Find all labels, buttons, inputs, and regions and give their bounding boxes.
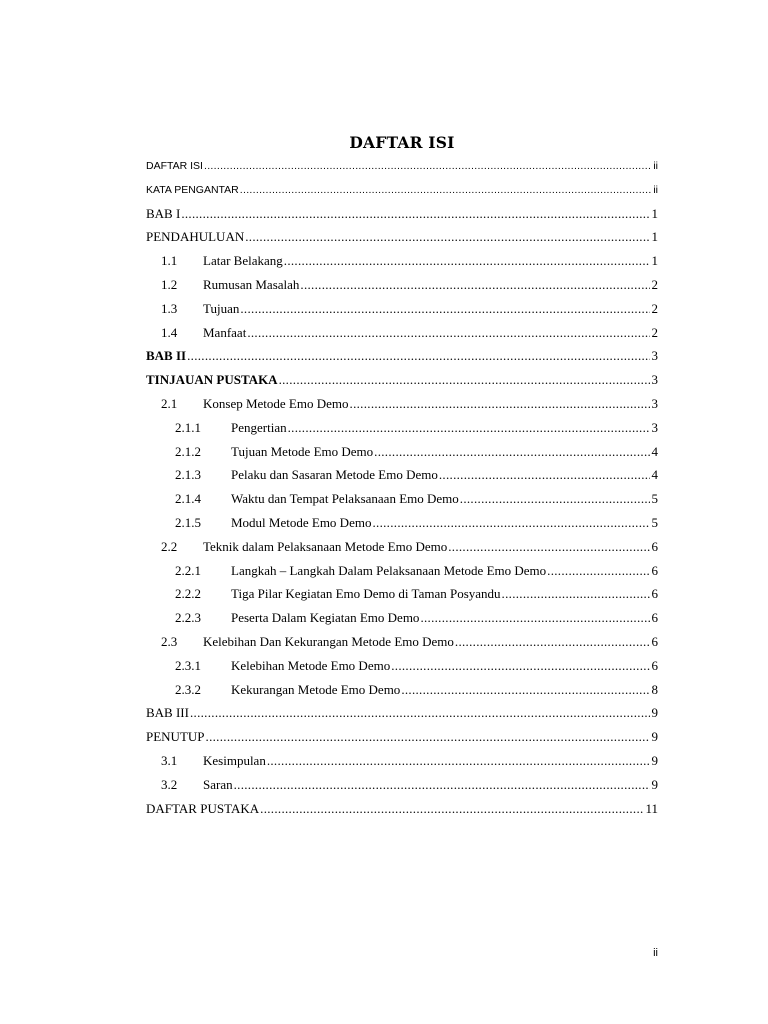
dot-leader — [439, 467, 650, 483]
toc-entry-label: Tujuan Metode Emo Demo — [231, 443, 374, 459]
dot-leader — [455, 634, 650, 650]
dot-leader — [181, 206, 649, 222]
toc-entry-label: Kelebihan Metode Emo Demo — [231, 657, 391, 673]
toc-entry — [146, 604, 658, 626]
toc-entry-page: 5 — [651, 491, 658, 507]
toc-entry-label: Tiga Pilar Kegiatan Emo Demo di Taman Posyandu — [231, 586, 501, 602]
toc-entry-label: DAFTAR PUSTAKA — [146, 800, 260, 816]
dot-leader — [247, 325, 649, 341]
toc-entry — [146, 580, 658, 602]
toc-entry-number: 2.1.3 — [175, 467, 201, 483]
toc-entry-page: 8 — [651, 681, 658, 697]
toc-entry-page: 6 — [651, 610, 658, 626]
dot-leader — [260, 801, 643, 817]
toc-entry-page: 1 — [651, 253, 658, 269]
toc-entry — [146, 628, 658, 650]
dot-leader — [190, 705, 650, 721]
toc-entry-label: BAB III — [146, 705, 189, 721]
toc-entry — [146, 152, 658, 174]
toc-entry-number: 2.2.2 — [175, 586, 201, 602]
toc-entry-page: 6 — [651, 657, 658, 673]
toc-entry-label: KATA PENGANTAR — [146, 183, 239, 196]
toc-entry — [146, 247, 658, 269]
toc-entry — [146, 319, 658, 341]
toc-entry-number: 2.1 — [161, 396, 178, 411]
toc-entry-page: 6 — [651, 538, 658, 554]
toc-entry-number: 2.2.1 — [175, 562, 201, 578]
dot-leader — [234, 777, 650, 793]
toc-entry-number: 2.1.4 — [175, 491, 201, 507]
dot-leader — [245, 229, 649, 245]
dot-leader — [502, 586, 650, 602]
toc-entry-label: TINJAUAN PUSTAKA — [146, 372, 278, 388]
toc-entry-label: Konsep Metode Emo Demo — [203, 396, 349, 411]
toc-entry-label: Peserta Dalam Kegiatan Emo Demo — [231, 610, 420, 626]
dot-leader — [547, 563, 649, 579]
toc-entry — [146, 557, 658, 579]
toc-entry-number: 2.3.2 — [175, 681, 201, 697]
toc-entry — [146, 295, 658, 317]
toc-entry-page: ii — [653, 183, 658, 196]
toc-entry-number: 2.1.2 — [175, 443, 201, 459]
toc-entry — [146, 342, 658, 364]
toc-entry — [146, 223, 658, 245]
toc-entry-page: 2 — [651, 324, 658, 340]
toc-entry — [146, 438, 658, 460]
toc-entry-number: 2.2.3 — [175, 610, 201, 626]
toc-entry-page: 3 — [651, 348, 658, 364]
toc-entry-label: Kelebihan Dan Kekurangan Metode Emo Demo — [203, 634, 454, 649]
page-title: DAFTAR ISI — [349, 133, 455, 152]
dot-leader — [448, 539, 649, 555]
toc-entry-page: 4 — [651, 467, 658, 483]
toc-entry-number: 2.3.1 — [175, 657, 201, 673]
dot-leader — [372, 515, 649, 531]
toc-entry-page: 1 — [651, 205, 658, 221]
toc-entry-page: 1 — [651, 229, 658, 245]
toc-entry — [146, 747, 658, 769]
toc-entry-page: 2 — [651, 277, 658, 292]
toc-entry-page: 6 — [651, 586, 658, 602]
toc-entry-label: Pelaku dan Sasaran Metode Emo Demo — [231, 467, 438, 483]
toc-entry — [146, 414, 658, 436]
toc-entry — [146, 461, 658, 483]
dot-leader — [460, 491, 650, 507]
toc-entry-number: 1.1 — [161, 253, 178, 269]
page-number: ii — [653, 947, 658, 959]
toc-entry — [146, 533, 658, 555]
toc-entry — [146, 676, 658, 698]
toc-entry-number: 1.4 — [161, 324, 178, 340]
toc-entry-label: Latar Belakang — [203, 253, 283, 269]
toc-entry-label: Modul Metode Emo Demo — [231, 515, 372, 530]
dot-leader — [240, 182, 652, 198]
toc-entry-label: BAB II — [146, 348, 187, 364]
dot-leader — [391, 658, 649, 674]
dot-leader — [240, 301, 649, 317]
toc-entry-page: 3 — [651, 372, 658, 388]
dot-leader — [204, 158, 651, 174]
toc-entry-number: 3.2 — [161, 776, 178, 792]
toc-entry — [146, 795, 658, 817]
toc-entry-number: 2.1.1 — [175, 419, 201, 435]
toc-entry-number: 3.1 — [161, 753, 178, 768]
toc-entry-number: 1.3 — [161, 300, 178, 316]
toc-entry-label: Langkah – Langkah Dalam Pelaksanaan Metode Emo Demo — [231, 562, 547, 578]
toc-entry — [146, 699, 658, 721]
toc-entry — [146, 509, 658, 531]
toc-entry-page: 3 — [651, 419, 658, 435]
dot-leader — [284, 253, 650, 269]
dot-leader — [374, 444, 649, 460]
dot-leader — [288, 420, 650, 436]
toc-entry — [146, 366, 658, 388]
toc-entry-page: 3 — [651, 396, 658, 411]
toc-entry-number: 2.2 — [161, 538, 178, 554]
toc-entry-label: PENDAHULUAN — [146, 229, 245, 245]
toc-entry-page: ii — [653, 160, 658, 172]
toc-entry-label: Pengertian — [231, 419, 287, 435]
dot-leader — [300, 277, 649, 293]
toc-entry-page: 9 — [651, 705, 658, 721]
toc-entry-page: 6 — [651, 562, 658, 578]
toc-entry-label: Kesimpulan — [203, 753, 266, 768]
toc-entry-label: PENUTUP — [146, 729, 205, 745]
toc-entry — [146, 485, 658, 507]
toc-entry — [146, 652, 658, 674]
toc-entry-number: 1.2 — [161, 277, 178, 292]
toc-entry-label: Manfaat — [203, 324, 247, 340]
toc-entry-page: 9 — [651, 729, 658, 745]
toc-entry-page: 9 — [651, 753, 658, 768]
toc-entry-label: BAB I — [146, 205, 181, 221]
toc-entry — [146, 271, 658, 293]
dot-leader — [420, 610, 649, 626]
dot-leader — [279, 372, 650, 388]
toc-entry-page: 6 — [651, 634, 658, 649]
toc-entry-page: 5 — [651, 515, 658, 530]
dot-leader — [187, 348, 649, 364]
dot-leader — [350, 396, 650, 412]
dot-leader — [206, 729, 650, 745]
toc-entry-label: Rumusan Masalah — [203, 277, 300, 292]
toc-entry-page: 9 — [651, 776, 658, 792]
toc-entry — [146, 771, 658, 793]
toc-entry — [146, 390, 658, 412]
toc-entry-label: Kekurangan Metode Emo Demo — [231, 681, 401, 697]
toc-entry-label: DAFTAR ISI — [146, 160, 203, 172]
toc-entry-label: Saran — [203, 776, 233, 792]
toc-entry-number: 2.1.5 — [175, 515, 201, 530]
toc-entry-number: 2.3 — [161, 634, 178, 649]
toc-entry-page: 11 — [645, 800, 658, 816]
toc-entry-label: Teknik dalam Pelaksanaan Metode Emo Demo — [203, 538, 448, 554]
dot-leader — [267, 753, 650, 769]
toc-entry — [146, 200, 658, 222]
toc-entry-page: 4 — [651, 443, 658, 459]
toc-entry-page: 2 — [651, 300, 658, 316]
toc-entry — [146, 723, 658, 745]
toc-entry-label: Tujuan — [203, 300, 240, 316]
toc-entry — [146, 176, 658, 198]
dot-leader — [401, 682, 649, 698]
toc-entry-label: Waktu dan Tempat Pelaksanaan Emo Demo — [231, 491, 459, 507]
